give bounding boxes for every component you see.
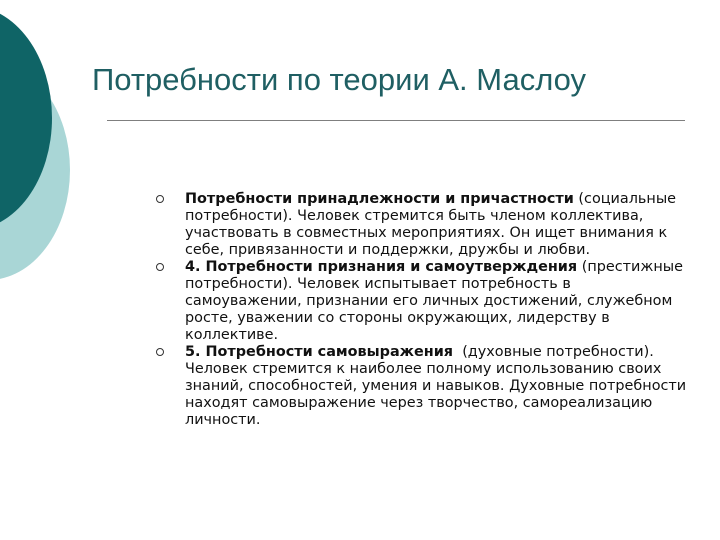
circle-bullet-icon bbox=[156, 263, 164, 271]
list-item-text bbox=[185, 259, 692, 344]
needs-list bbox=[152, 191, 692, 429]
list-item-text bbox=[185, 344, 692, 429]
list-item bbox=[152, 259, 692, 344]
list-item bbox=[152, 344, 692, 429]
item-heading: 5. Потребности самовыражения bbox=[185, 344, 454, 360]
item-body: (социальные потребности). Человек стремится быть членом коллектива, участвовать в совместных мероприятиях. Он ищет внимания к себе, привязанности и поддержки, дружбы и любви. bbox=[185, 191, 677, 258]
slide-title: Потребности по теории А. Маслоу bbox=[92, 62, 587, 97]
item-body: (престижные потребности). Человек испытывает потребность в самоуважении, признании его личных достижений, служебном росте, уважении со стороны окружающих, лидерству в коллективе. bbox=[185, 259, 683, 343]
list-item bbox=[152, 191, 692, 259]
decorative-circles bbox=[0, 0, 120, 300]
title-divider bbox=[107, 120, 685, 121]
item-body: (духовные потребности). Человек стремится к наиболее полному использованию своих знаний, способностей, умения и навыков. Духовные потребности находят самовыражение через творчество, самореализацию личности. bbox=[185, 344, 691, 428]
list-item-text bbox=[185, 191, 692, 259]
circle-bullet-icon bbox=[156, 195, 164, 203]
item-heading: 4. Потребности признания и самоутверждения bbox=[185, 259, 578, 275]
circle-bullet-icon bbox=[156, 348, 164, 356]
item-heading: Потребности принадлежности и причастности bbox=[185, 191, 574, 207]
